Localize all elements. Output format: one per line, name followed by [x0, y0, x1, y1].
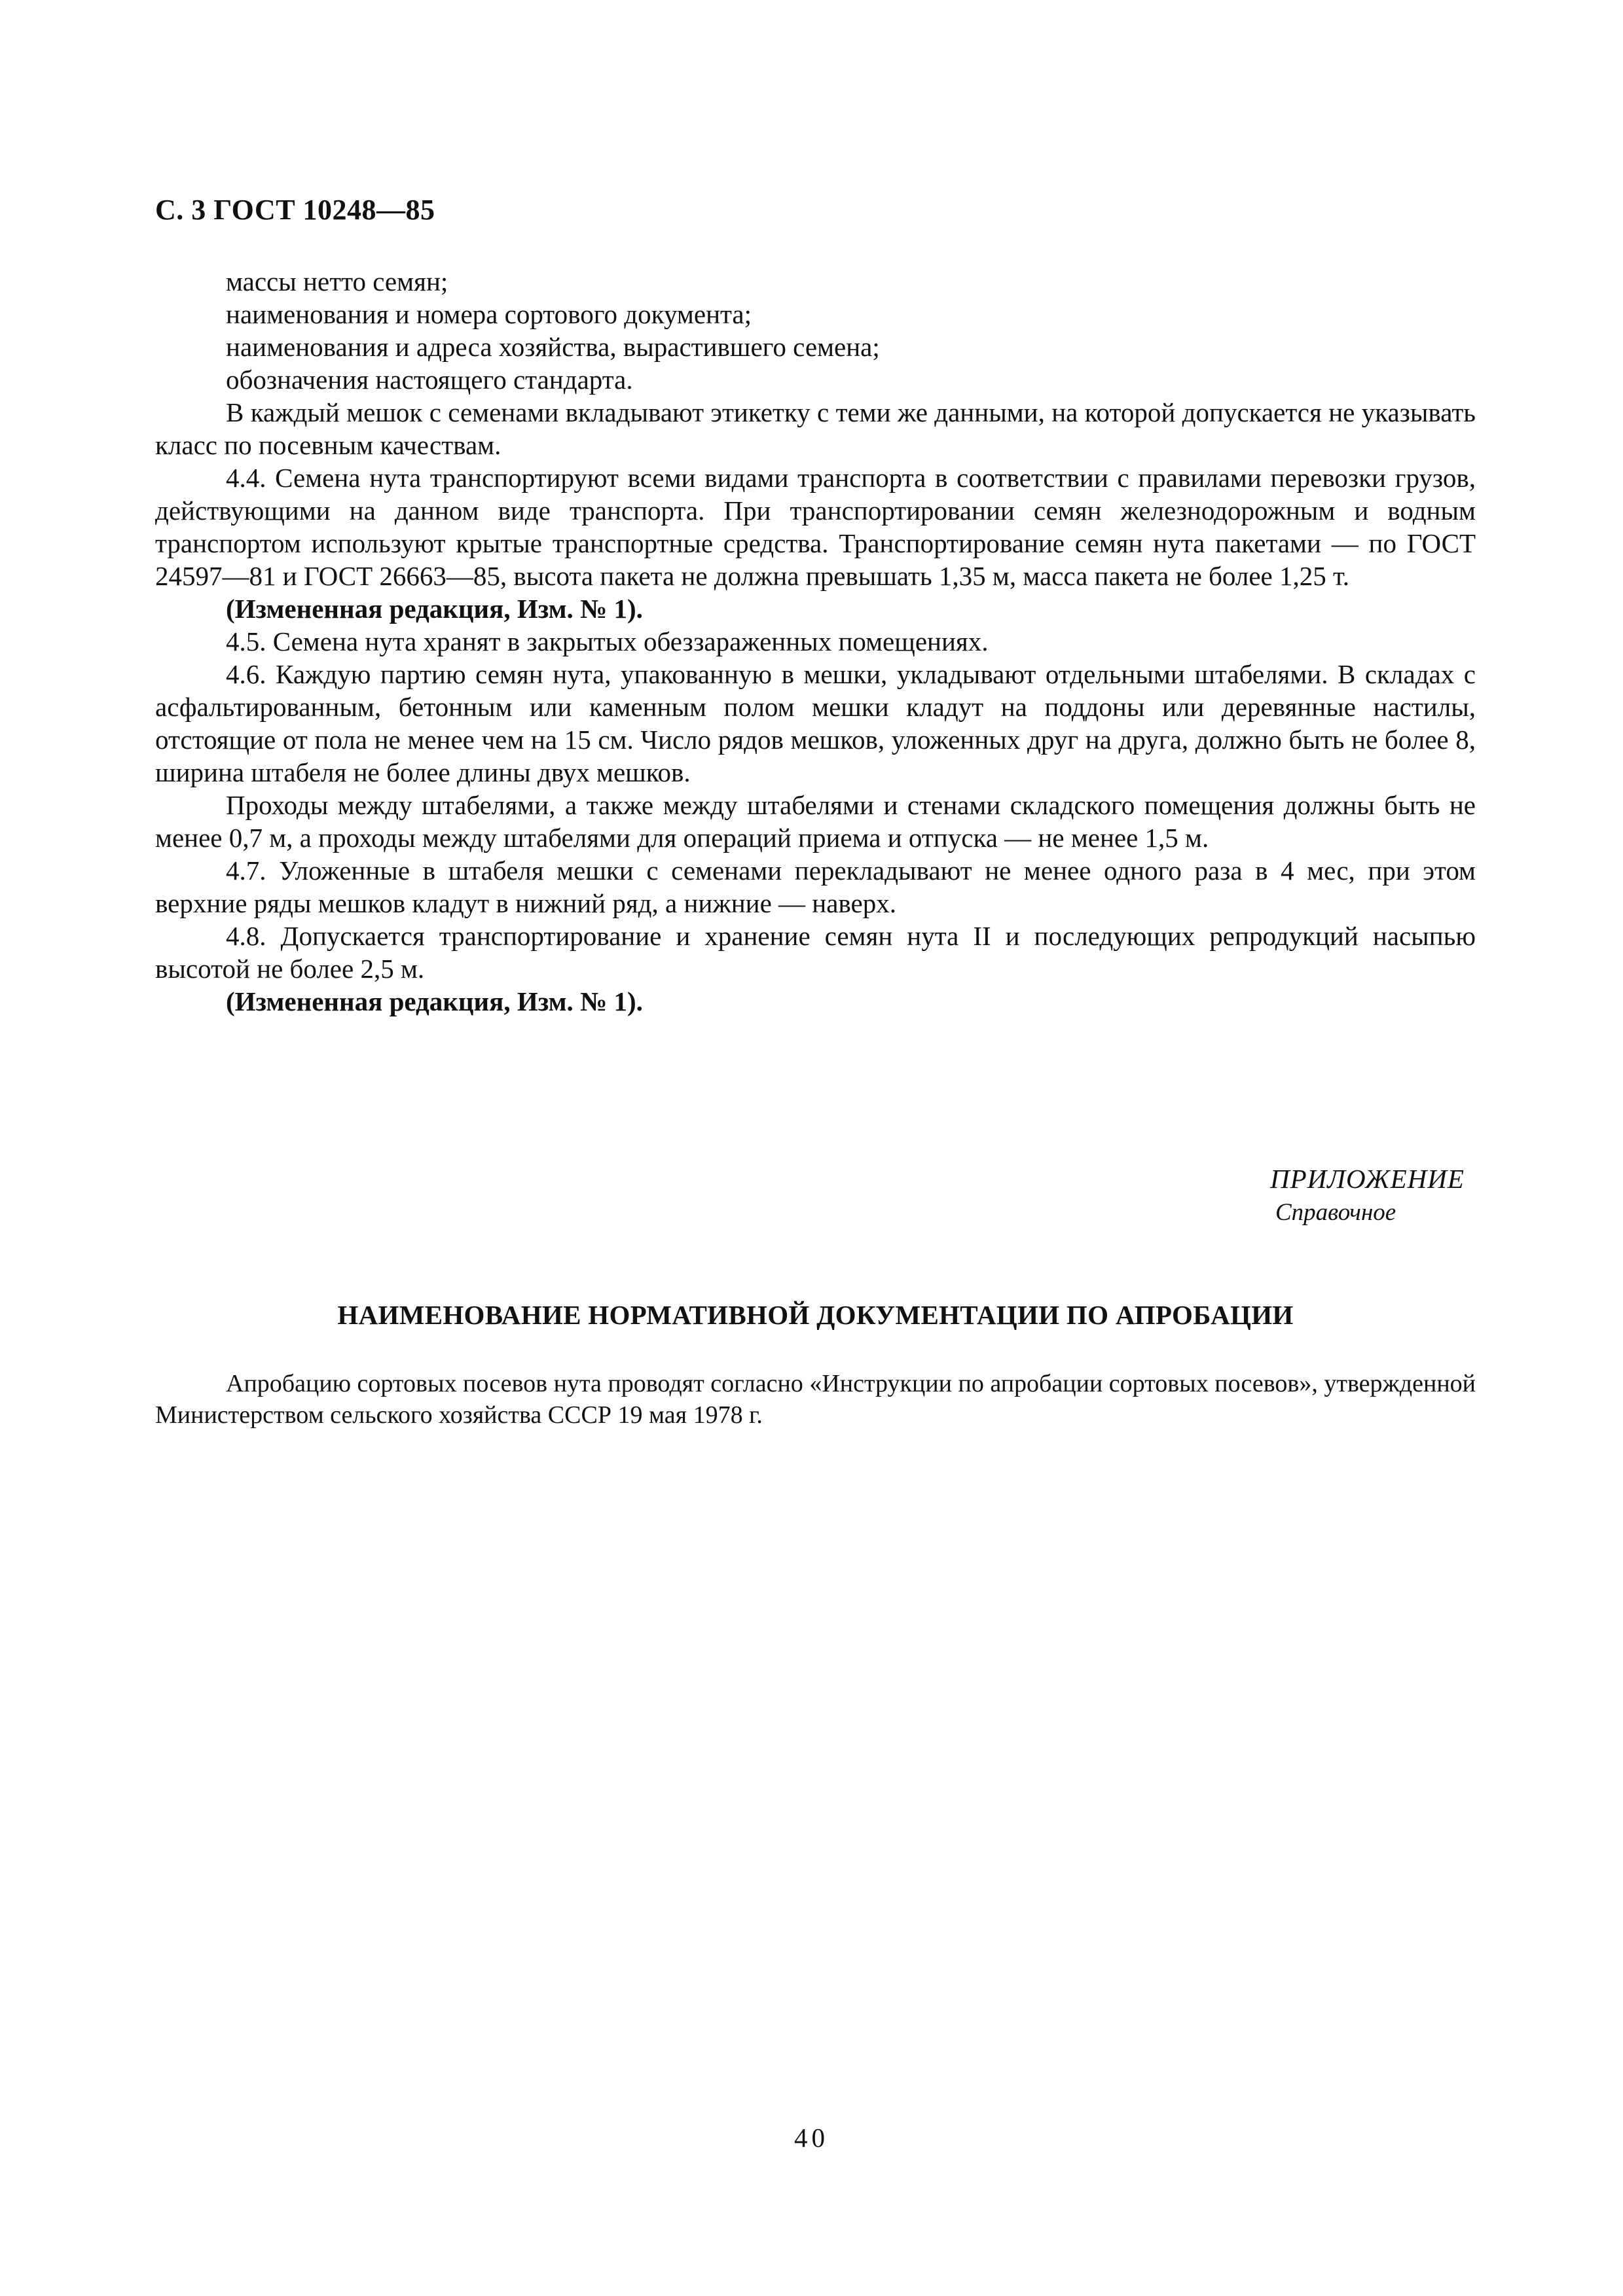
- section-paragraph: Апробацию сортовых посевов нута проводят согласно «Инструкции по апробации сортовых посевов», утвержденной Министерством сельского хозяйства СССР 19 мая 1978 г.: [155, 1370, 1476, 1429]
- page-header: С. 3 ГОСТ 10248—85: [155, 194, 435, 226]
- section-text: [155, 1368, 1476, 1431]
- appendix-label: [1270, 1162, 1480, 1230]
- amendment-note: (Измененная редакция, Изм. № 1).: [226, 594, 643, 624]
- main-text: [155, 265, 1476, 1018]
- paragraph: 4.5. Семена нута хранят в закрытых обеззараженных помещениях.: [226, 626, 989, 656]
- paragraph: обозначения настоящего стандарта.: [226, 365, 633, 395]
- paragraph: массы нетто семян;: [226, 266, 448, 296]
- paragraph: 4.7. Уложенные в штабеля мешки с семенами перекладывают не менее одного раза в 4 мес, при этом верхние ряды мешков кладут в нижний ряд, а нижние — наверх.: [155, 855, 1476, 918]
- paragraph: наименования и адреса хозяйства, вырастившего семена;: [226, 332, 880, 362]
- paragraph: наименования и номера сортового документа;: [226, 299, 752, 329]
- section-title: НАИМЕНОВАНИЕ НОРМАТИВНОЙ ДОКУМЕНТАЦИИ ПО АПРОБАЦИИ: [337, 1300, 1294, 1330]
- appendix-subtitle: Справочное: [1275, 1199, 1396, 1226]
- paragraph: 4.6. Каждую партию семян нута, упакованную в мешки, укладывают отдельными штабелями. В складах с асфальтированным, бетонным или каменным полом мешки кладут на поддоны или деревянные настилы, отстоящие от пола не менее чем на 15 см. Число рядов мешков, уложенных друг на друга, должно быть не более 8, ширина штабеля не более длины двух мешков.: [155, 659, 1476, 787]
- paragraph: Проходы между штабелями, а также между штабелями и стенами складского помещения должны быть не менее 0,7 м, а проходы между штабелями для операций приема и отпуска — не менее 1,5 м.: [155, 790, 1476, 853]
- appendix-title: ПРИЛОЖЕНИЕ: [1270, 1164, 1465, 1194]
- paragraph: 4.8. Допускается транспортирование и хранение семян нута II и последующих репродукций насыпью высотой не более 2,5 м.: [155, 921, 1476, 984]
- paragraph: В каждый мешок с семенами вкладывают этикетку с теми же данными, на которой допускается не указывать класс по посевным качествам.: [155, 397, 1476, 460]
- paragraph: 4.4. Семена нута транспортируют всеми видами транспорта в соответствии с правилами перевозки грузов, действующими на данном виде транспорта. При транспортировании семян железнодорожным и водным транспортом используют крытые транспортные средства. Транспортирование семян нута пакетами — по ГОСТ 24597—81 и ГОСТ 26663—85, высота пакета не должна превышать 1,35 м, масса пакета не более 1,25 т.: [155, 463, 1476, 591]
- page-number: 40: [794, 2123, 829, 2153]
- amendment-note: (Измененная редакция, Изм. № 1).: [226, 986, 643, 1016]
